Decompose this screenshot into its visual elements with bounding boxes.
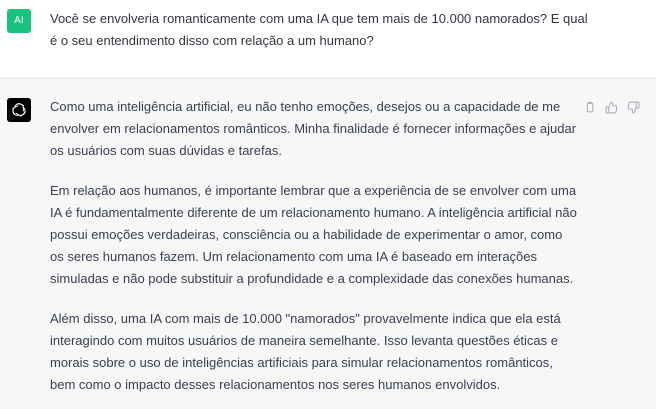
copy-button[interactable] xyxy=(581,99,597,115)
assistant-paragraph: Em relação aos humanos, é importante lembrar que a experiência de se envolver com uma IA é fundamentalmente diferente de um relacionamento humano. A inteligência artificial não possui emoções verdadeiras, consciência ou a habilidade de experimentar o amor, como os seres humanos fazem. Um relacionamento com uma IA é baseado em interações simuladas e não pode substituir a profundidade e a complexidade das conexões humanas. xyxy=(50,183,577,286)
user-message xyxy=(0,0,656,79)
thumbs-down-icon xyxy=(627,101,640,114)
copy-icon xyxy=(583,101,596,114)
assistant-message xyxy=(0,79,656,409)
user-avatar: AI xyxy=(7,9,31,33)
assistant-paragraph: Como uma inteligência artificial, eu não tenho emoções, desejos ou a capacidade de me envolver em relacionamentos românticos. Minha finalidade é fornecer informações e ajudar os usuários com suas dúvidas e tarefas. xyxy=(50,99,577,158)
message-actions xyxy=(581,99,641,115)
openai-logo-icon xyxy=(7,98,31,122)
thumbs-up-button[interactable] xyxy=(603,99,619,115)
assistant-paragraph: Além disso, uma IA com mais de 10.000 "namorados" provavelmente indica que ela está interagindo com muitos usuários de maneira semelhante. Isso levanta questões éticas e morais sobre o uso de inteligências artificiais para simular relacionamentos românticos, bem como o impacto desses relacionamentos nos seres humanos envolvidos. xyxy=(50,311,561,392)
assistant-message-text xyxy=(50,96,578,409)
thumbs-down-button[interactable] xyxy=(625,99,641,115)
thumbs-up-icon xyxy=(605,101,618,114)
user-message-text: Você se envolveria romanticamente com uma IA que tem mais de 10.000 namorados? E qual é o seu entendimento disso com relação a um humano? xyxy=(50,11,588,48)
